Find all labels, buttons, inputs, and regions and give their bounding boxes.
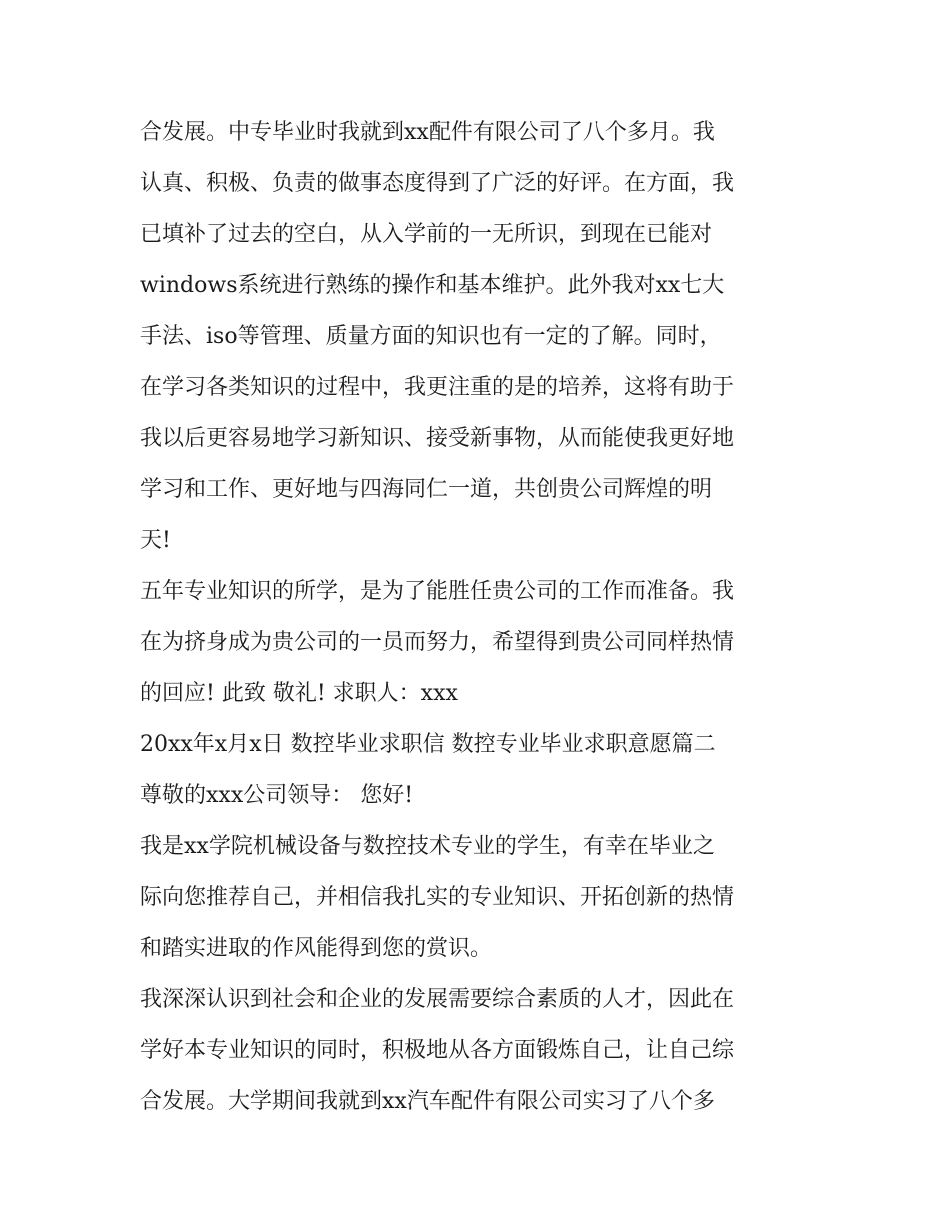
text-line: 我以后更容易地学习新知识、接受新事物，从而能使我更好地: [140, 426, 735, 451]
text-line: 和踏实进取的作风能得到您的赏识。: [140, 936, 493, 961]
text-line: 在学习各类知识的过程中，我更注重的是的培养，这将有助于: [140, 375, 735, 400]
text-line: 我深深认识到社会和企业的发展需要综合素质的人才，因此在: [140, 987, 735, 1012]
text-line: 20xx年x月x日 数控毕业求职信 数控专业毕业求职意愿篇二: [140, 732, 716, 757]
text-line: 学习和工作、更好地与四海同仁一道，共创贵公司辉煌的明: [140, 477, 713, 502]
text-line: 在为挤身成为贵公司的一员而努力，希望得到贵公司同样热情: [140, 630, 735, 655]
text-line: 五年专业知识的所学，是为了能胜任贵公司的工作而准备。我: [140, 579, 735, 604]
text-line: 学好本专业知识的同时，积极地从各方面锻炼自己，让自己综: [140, 1038, 735, 1063]
text-line: 已填补了过去的空白，从入学前的一无所识，到现在已能对: [140, 222, 713, 247]
text-line: 尊敬的xxx公司领导： 您好!: [140, 783, 414, 808]
document-body: [140, 107, 820, 1127]
text-line: 合发展。大学期间我就到xx汽车配件有限公司实习了八个多: [140, 1089, 715, 1114]
text-line: 手法、iso等管理、质量方面的知识也有一定的了解。同时，: [140, 324, 722, 349]
text-line: 合发展。中专毕业时我就到xx配件有限公司了八个多月。我: [140, 120, 715, 145]
text-line: 我是xx学院机械设备与数控技术专业的学生，有幸在毕业之: [140, 834, 715, 859]
text-line: 认真、积极、负责的做事态度得到了广泛的好评。在方面，我: [140, 171, 735, 196]
text-line: 际向您推荐自己，并相信我扎实的专业知识、开拓创新的热情: [140, 885, 735, 910]
text-line: 的回应! 此致 敬礼! 求职人：xxx: [140, 681, 458, 706]
text-line: windows系统进行熟练的操作和基本维护。此外我对xx七大: [140, 273, 725, 298]
text-line: 天!: [140, 528, 171, 553]
